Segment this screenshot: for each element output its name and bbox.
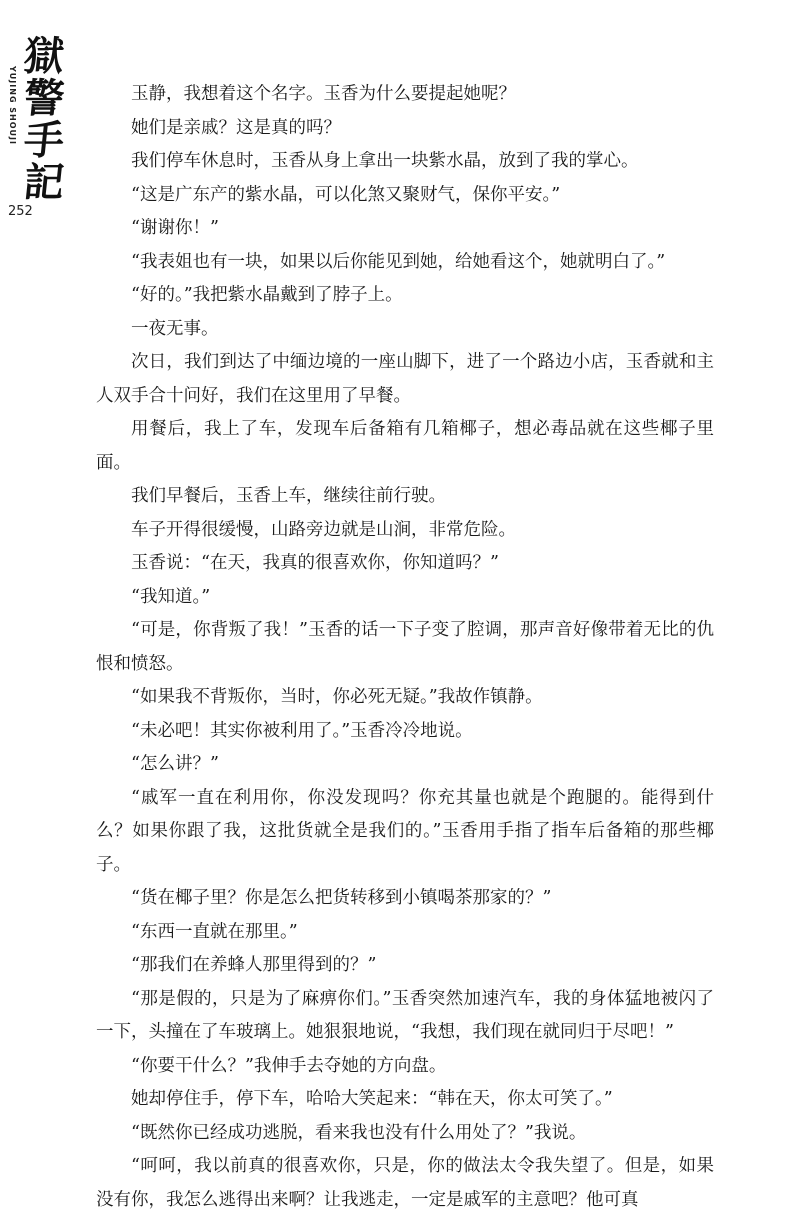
paragraph: 我们早餐后，玉香上车，继续往前行驶。: [131, 486, 446, 506]
paragraph: 她却停住手，停下车，哈哈大笑起来：“韩在天，你太可笑了。”: [131, 1089, 613, 1109]
paragraph: 次日，我们到达了中缅边境的一座山脚下，进了一个路边小店，玉香就和主人双手合十问好，我们在这里用了早餐。: [96, 352, 714, 406]
book-title-char-1: 獄: [21, 33, 67, 80]
paragraph: “未必吧！其实你被利用了。”玉香冷冷地说。: [131, 720, 473, 741]
paragraph: 玉香说：“在天，我真的很喜欢你，你知道吗？”: [131, 553, 499, 573]
paragraph: “你要干什么？”我伸手去夺她的方向盘。: [131, 1055, 447, 1076]
book-title-char-3: 手: [21, 117, 67, 164]
paragraph: “我知道。”: [131, 586, 211, 607]
paragraph: “谢谢你！”: [131, 218, 219, 238]
paragraph: “货在椰子里？你是怎么把货转移到小镇喝茶那家的？”: [131, 888, 552, 908]
paragraph: “既然你已经成功逃脱，看来我也没有什么用处了？”我说。: [131, 1122, 587, 1143]
paragraph: 我们停车休息时，玉香从身上拿出一块紫水晶，放到了我的掌心。: [131, 151, 639, 171]
book-title-logo: [21, 33, 80, 206]
body-text: [96, 78, 714, 1217]
page-number: 252: [8, 204, 33, 219]
paragraph: “这是广东产的紫水晶，可以化煞又聚财气，保你平安。”: [131, 184, 561, 205]
paragraph: 车子开得很缓慢，山路旁边就是山涧，非常危险。: [131, 519, 516, 540]
running-header: [4, 33, 82, 206]
paragraph: “好的。”我把紫水晶戴到了脖子上。: [131, 285, 403, 305]
paragraph: “可是，你背叛了我！”玉香的话一下子变了腔调，那声音好像带着无比的仇恨和愤怒。: [96, 620, 714, 674]
paragraph: “怎么讲？”: [131, 754, 219, 774]
paragraph: 她们是亲戚？这是真的吗？: [131, 117, 341, 138]
paragraph: 用餐后，我上了车，发现车后备箱有几箱椰子，想必毒品就在这些椰子里面。: [96, 419, 714, 473]
book-title-pinyin: YUJING SHOUJI: [8, 66, 17, 145]
paragraph: 玉静，我想着这个名字。玉香为什么要提起她呢？: [131, 84, 516, 104]
paragraph: “戚军一直在利用你，你没发现吗？你充其量也就是个跑腿的。能得到什么？如果你跟了我，这批货就全是我们的。”玉香用手指了指车后备箱的那些椰子。: [96, 787, 714, 875]
paragraph: “呵呵，我以前真的很喜欢你，只是，你的做法太令我失望了。但是，如果没有你，我怎么逃得出来啊？让我逃走，一定是戚军的主意吧？他可真: [96, 1156, 714, 1210]
paragraph: “那是假的，只是为了麻痹你们。”玉香突然加速汽车，我的身体猛地被闪了一下，头撞在了车玻璃上。她狠狠地说，“我想，我们现在就同归于尽吧！”: [96, 988, 714, 1042]
paragraph: “东西一直就在那里。”: [131, 921, 298, 942]
paragraph: 一夜无事。: [131, 318, 219, 339]
book-title-char-4: 記: [21, 159, 67, 206]
paragraph: “我表姐也有一块，如果以后你能见到她，给她看这个，她就明白了。”: [131, 251, 666, 272]
paragraph: “如果我不背叛你，当时，你必死无疑。”我故作镇静。: [131, 687, 543, 707]
paragraph: “那我们在养蜂人那里得到的？”: [131, 955, 377, 975]
book-title-char-2: 警: [21, 75, 67, 122]
